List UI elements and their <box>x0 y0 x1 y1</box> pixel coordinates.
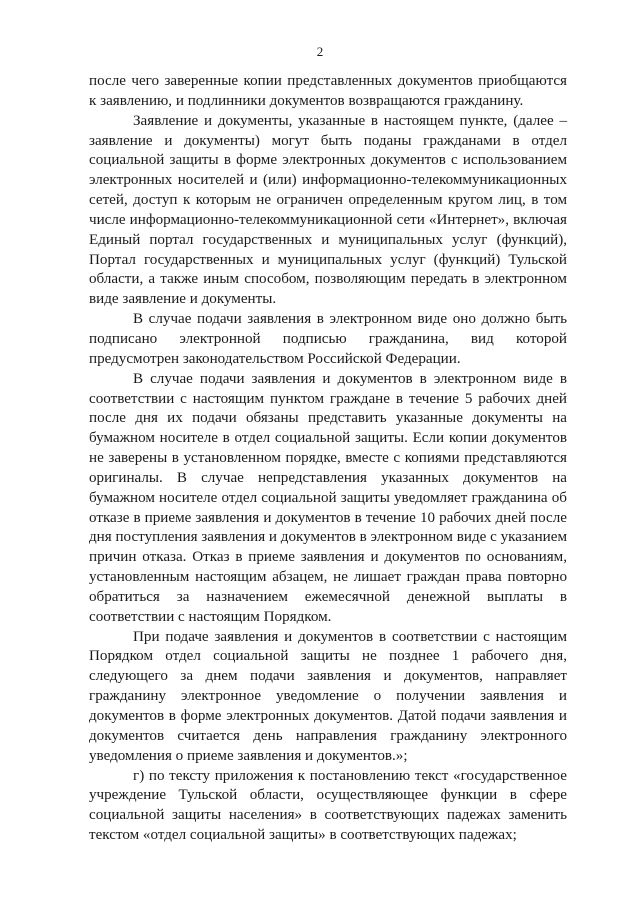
paragraph-electronic-signature: В случае подачи заявления в электронном виде оно должно быть подписано электронной подписью гражданина, вид которой предусмотрен законодательством Российской Федерации. <box>89 311 567 367</box>
paragraph-electronic-submission: Заявление и документы, указанные в настоящем пункте, (далее – заявление и документы) могут быть поданы гражданами в отдел социальной защиты в форме электронных документов с использованием электронных носителей и (или) информационно-телекоммуникационных сетей, доступ к которым не ограничен определенным кругом лиц, в том числе информационно-телекоммуникационной сети «Интернет», включая Единый портал государственных и муниципальных услуг (функций), Портал государственных и муниципальных услуг (функций) Тульской области, а также иным способом, позволяющим передать в электронном виде заявление и документы. <box>89 112 567 308</box>
paragraph-continuation: после чего заверенные копии представленных документов приобщаются к заявлению, и подлинники документов возвращаются гражданину. <box>89 73 567 109</box>
paragraph-notification: При подаче заявления и документов в соответствии с настоящим Порядком отдел социальной защиты не позднее 1 рабочего дня, следующего за днем подачи заявления и документов, направляет гражданину электронное уведомление о получении заявления и документов в форме электронных документов. Датой подачи заявления и документов считается день направления гражданину электронного уведомления о приеме заявления и документов.»; <box>89 628 567 764</box>
paragraph-item-g: г) по тексту приложения к постановлению текст «государственное учреждение Тульской области, осуществляющее функции в сфере социальной защиты населения» в соответствующих падежах заменить текстом «отдел социальной защиты» в соответствующих падежах; <box>89 767 567 844</box>
page-number: 2 <box>316 44 324 59</box>
document-body <box>89 72 567 846</box>
paragraph-paper-documents: В случае подачи заявления и документов в электронном виде в соответствии с настоящим пунктом граждане в течение 5 рабочих дней после дня их подачи обязаны представить указанные документы на бумажном носителе в отдел социальной защиты. Если копии документов не заверены в установленном порядке, вместе с копиями представляются оригиналы. В случае непредставления указанных документов на бумажном носителе отдел социальной защиты уведомляет гражданина об отказе в приеме заявления и документов в течение 10 рабочих дней после дня поступления заявления и документов в электронном виде с указанием причин отказа. Отказ в приеме заявления и документов по основаниям, установленным настоящим абзацем, не лишает граждан права повторно обратиться за назначением ежемесячной денежной выплаты в соответствии с настоящим Порядком. <box>89 370 567 625</box>
